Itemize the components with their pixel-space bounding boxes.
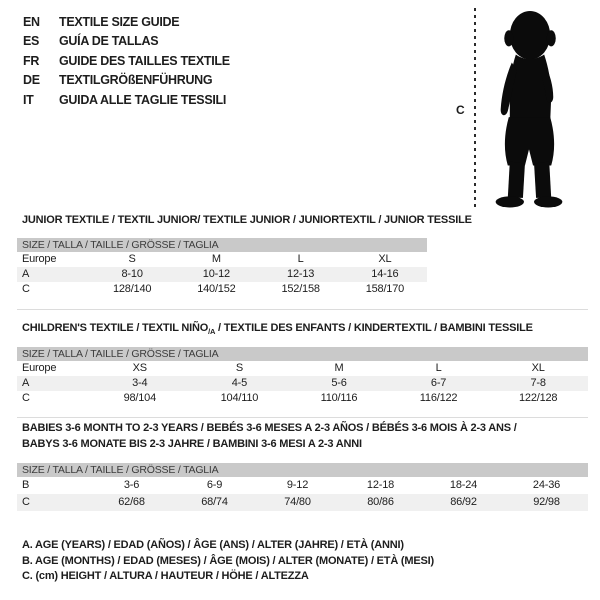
table-cell: 116/122 [419, 392, 458, 404]
babies-size-table [17, 463, 588, 511]
table-cell: 12-18 [366, 479, 395, 491]
table-cell: 9-12 [286, 479, 309, 491]
table-cell: 68/74 [201, 496, 228, 508]
language-row-de [23, 71, 230, 90]
table-cell: 4-5 [231, 377, 248, 389]
guide-title: GUIDA ALLE TAGLIE TESSILI [59, 92, 227, 107]
row-label: A [22, 377, 30, 389]
row-label: Europe [22, 362, 57, 374]
footnote-c: C. (cm) HEIGHT / ALTURA / HAUTEUR / HÖHE / ALTEZZA [22, 570, 309, 583]
size-header-bar: SIZE / TALLA / TAILLE / GRÖSSE / TAGLIA [17, 238, 427, 252]
row-label: C [22, 496, 30, 508]
section-divider [17, 417, 588, 418]
guide-title: GUIDE DES TAILLES TEXTILE [59, 53, 230, 68]
size-header-bar: SIZE / TALLA / TAILLE / GRÖSSE / TAGLIA [17, 463, 588, 477]
children-title-sub: /A [208, 327, 216, 337]
table-cell: 86/92 [450, 496, 477, 508]
table-cell: 7-8 [530, 377, 546, 389]
junior-section-title: JUNIOR TEXTILE / TEXTIL JUNIOR/ TEXTILE JUNIOR / JUNIORTEXTIL / JUNIOR TESSILE [22, 214, 472, 226]
table-cell: 80/86 [367, 496, 394, 508]
table-cell: 18-24 [449, 479, 478, 491]
table-row-months [17, 477, 588, 494]
language-code: FR [23, 53, 40, 68]
table-cell: S [235, 362, 243, 374]
table-cell: 6-9 [206, 479, 223, 491]
table-cell: 3-6 [123, 479, 140, 491]
table-cell: 10-12 [202, 268, 230, 280]
row-label: B [22, 479, 30, 491]
language-code: ES [23, 34, 40, 49]
table-row-europe [17, 252, 427, 267]
table-cell: 158/170 [365, 283, 405, 295]
guide-title: GUÍA DE TALLAS [59, 34, 159, 49]
table-cell: 74/80 [284, 496, 311, 508]
language-code: EN [23, 15, 40, 29]
language-row-es [23, 32, 230, 51]
table-cell: L [435, 362, 442, 374]
table-cell: S [128, 253, 136, 265]
table-cell: XS [132, 362, 147, 374]
babies-title-line2: BABYS 3-6 MONATE BIS 2-3 JAHRE / BAMBINI 3-6 MESI A 2-3 ANNI [22, 437, 362, 450]
guide-title: TEXTILE SIZE GUIDE [59, 15, 180, 29]
language-code: DE [23, 73, 40, 88]
language-row-it [23, 91, 230, 110]
table-row-height [17, 282, 427, 297]
section-divider [17, 309, 588, 310]
footnote-b: B. AGE (MONTHS) / EDAD (MESES) / ÂGE (MOIS) / ALTER (MONATE) / ETÀ (MESI) [22, 554, 434, 567]
row-label: A [22, 268, 30, 280]
row-label: C [22, 283, 30, 295]
table-cell: 8-10 [121, 268, 143, 280]
footnote-a: A. AGE (YEARS) / EDAD (AÑOS) / ÂGE (ANS) / ALTER (JAHRE) / ETÀ (ANNI) [22, 539, 404, 551]
table-cell: 92/98 [533, 496, 560, 508]
language-code: IT [23, 92, 34, 107]
table-cell: 128/140 [112, 283, 152, 295]
children-section-title [22, 322, 533, 336]
babies-section-title [22, 421, 517, 452]
table-cell: 3-4 [132, 377, 148, 389]
junior-size-table [17, 238, 427, 297]
language-title-list [23, 13, 230, 110]
height-measure-label: C [456, 103, 465, 117]
babies-title-line1: BABIES 3-6 MONTH TO 2-3 YEARS / BEBÉS 3-6 MESES A 2-3 AÑOS / BÉBÉS 3-6 MOIS À 2-3 ANS / [22, 422, 517, 434]
children-size-table [17, 347, 588, 406]
table-cell: 110/116 [320, 392, 358, 404]
table-cell: 104/110 [220, 392, 259, 404]
language-row-fr [23, 52, 230, 71]
table-row-height [17, 391, 588, 406]
table-row-age [17, 267, 427, 282]
baby-silhouette-icon [483, 8, 575, 210]
row-label: C [22, 392, 30, 404]
table-cell: 62/68 [118, 496, 145, 508]
table-row-age [17, 376, 588, 391]
size-header-bar: SIZE / TALLA / TAILLE / GRÖSSE / TAGLIA [17, 347, 588, 361]
table-cell: 140/152 [197, 283, 236, 295]
children-title-post: / TEXTILE DES ENFANTS / KINDERTEXTIL / BAMBINI TESSILE [215, 322, 533, 334]
table-cell: XL [378, 253, 392, 265]
guide-title: TEXTILGRÖßENFÜHRUNG [59, 73, 213, 88]
language-row-en [23, 13, 230, 32]
table-cell: 98/104 [123, 392, 157, 404]
table-cell: XL [531, 362, 545, 374]
table-cell: 6-7 [430, 377, 447, 389]
table-cell: 5-6 [331, 377, 347, 389]
legend-footnotes [22, 538, 434, 585]
table-cell: L [297, 253, 304, 265]
table-cell: 14-16 [371, 268, 399, 280]
table-cell: M [334, 362, 344, 374]
height-measure-dashed-line [474, 8, 476, 207]
table-row-height [17, 494, 588, 511]
table-cell: M [211, 253, 221, 265]
table-cell: 122/128 [518, 392, 558, 404]
children-title-pre: CHILDREN'S TEXTILE / TEXTIL NIÑO [22, 322, 209, 334]
row-label: Europe [22, 253, 57, 265]
table-cell: 24-36 [532, 479, 561, 491]
table-cell: 12-13 [287, 268, 315, 280]
table-cell: 152/158 [281, 283, 320, 295]
table-row-europe [17, 361, 588, 376]
